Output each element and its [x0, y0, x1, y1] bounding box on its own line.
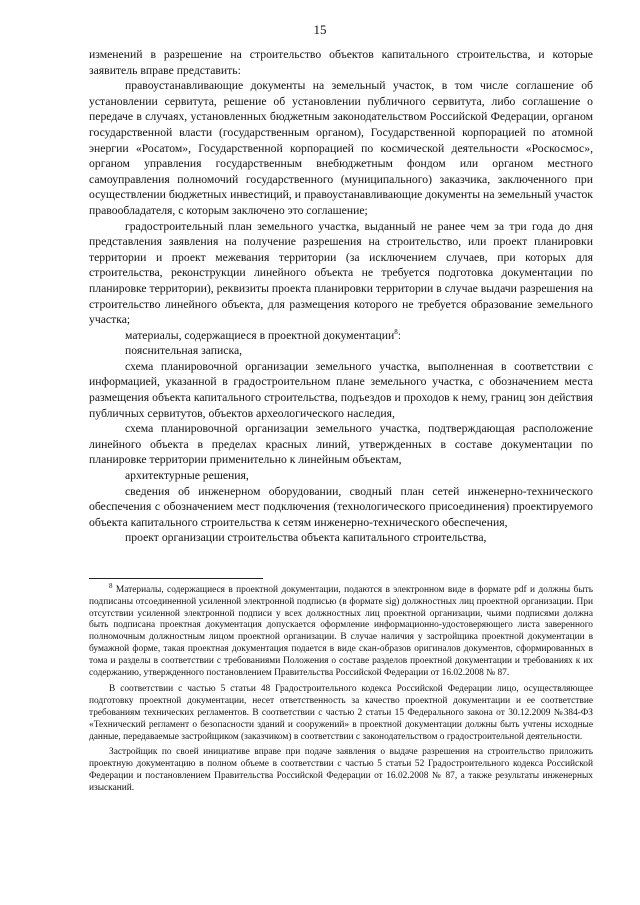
footnote-ref-8: 8 — [394, 327, 398, 336]
paragraph-project-materials — [89, 328, 593, 344]
footnote-responsibility: В соответствии с частью 5 статьи 48 Градостроительного кодекса Российской Федерации лицо, осуществляющее подготовку проектной документации, несет ответственность за качество проектной документации и ее соответствие требованиям технических регламентов. В соответствии с частью 2 статьи 15 Федерального закона от 30.12.2009 №384-ФЗ «Технический регламент о безопасности зданий и сооружений» в проектной документации должны быть учтены исходные данные, передаваемые застройщиком (заказчиком) в соответствии с законодательством о градостроительной деятельности. — [89, 684, 593, 742]
paragraph-explanatory-note: пояснительная записка, — [125, 344, 243, 358]
footnote-8-text: Материалы, содержащиеся в проектной документации, подаются в электронном виде в формате pdf и должны быть подписаны отсоединенной усиленной электронной подписью (в формате sig) должностных лиц проектной организации. При отсутствии усиленной электронной подписи у всех должностных лиц проектной организации, чьими подписями должна быть подписана проектная документация допускается оформление информационно-удостоверяющего листа заверенного полномочным должностным лицом проектной организации. В случае наличия у застройщика проектной документации в бумажной форме, такая проектная документация подается в виде скан-образов оригиналов документов, сформированных в тома и разделы в соответствии с требованиями Положения о составе разделов проектной документации и требованиях к их содержанию, утвержденного постановлением Правительства Российской Федерации от 16.02.2008 № 87. — [89, 585, 593, 678]
footnote-mark-8: 8 — [109, 581, 113, 590]
paragraph-title-documents: правоустанавливающие документы на земельный участок, в том числе соглашение об установлении сервитута, решение об установлении публичного сервитута, либо соглашение о передаче в случаях, установленных бюджетным законодательством Российской Федерации, органом государственной власти (государственным органом), Государственной корпорацией по атомной энергии «Росатом», Государственной корпорацией по космической деятельности «Роскосмос», органом управления государственным внебюджетным фондом или органом местного самоуправления полномочий государственного (муниципального) заказчика, заключенного при осуществлении бюджетных инвестиций, и правоустанавливающие документы на земельный участок правообладателя, с которым заключено это соглашение; — [89, 79, 593, 217]
project-materials-text: материалы, содержащиеся в проектной документации — [125, 328, 395, 342]
footnote-8 — [89, 581, 593, 679]
paragraph-architectural-solutions: архитектурные решения, — [125, 469, 249, 483]
paragraph-site-plan-scheme: схема планировочной организации земельного участка, выполненная в соответствии с информацией, указанной в градостроительном плане земельного участка, с обозначением места размещения объекта капитального строительства, подъездов и проходов к нему, границ зон действия публичных сервитутов, объектов археологического наследия, — [89, 359, 593, 420]
footnote-separator — [89, 578, 263, 579]
project-materials-colon: : — [397, 328, 401, 342]
main-text — [89, 47, 593, 546]
paragraph-urban-plan: градостроительный план земельного участка, выданный не ранее чем за три года до дня представления заявления на получение разрешения на строительство, или проект планировки территории и проект межевания территории (за исключением случаев, при которых для строительства, реконструкции линейного объекта не требуется подготовка документации по планировке территории), реквизиты проекта планировки территории в случае выдачи разрешения на строительство линейного объекта, для размещения которого не требуется образование земельного участка; — [89, 219, 593, 327]
footnote-full-documentation: Застройщик по своей инициативе вправе при подаче заявления о выдаче разрешения на строительство приложить проектную документацию в полном объеме в соответствии с частью 5 статьи 52 Градостроительного кодекса Российской Федерации и постановлением Правительства Российской Федерации от 16.02.2008 № 87, а также результаты инженерных изысканий. — [89, 747, 593, 793]
paragraph-linear-object-scheme: схема планировочной организации земельного участка, подтверждающая расположение линейного объекта в пределах красных линий, утвержденных в составе документации по планировке территории применительно к линейным объектам, — [89, 422, 593, 467]
paragraph-construction-organization: проект организации строительства объекта капитального строительства, — [125, 531, 487, 545]
paragraph-engineering-equipment: сведения об инженерном оборудовании, сводный план сетей инженерно-технического обеспечения с обозначением мест подключения (технологического присоединения) проектируемого объекта капитального строительства к сетям инженерно-технического обеспечения, — [89, 484, 593, 529]
paragraph-intro: изменений в разрешение на строительство объектов капитального строительства, и которые заявитель вправе представить: — [89, 48, 593, 77]
footnotes — [89, 581, 593, 799]
page-number: 15 — [313, 22, 327, 37]
